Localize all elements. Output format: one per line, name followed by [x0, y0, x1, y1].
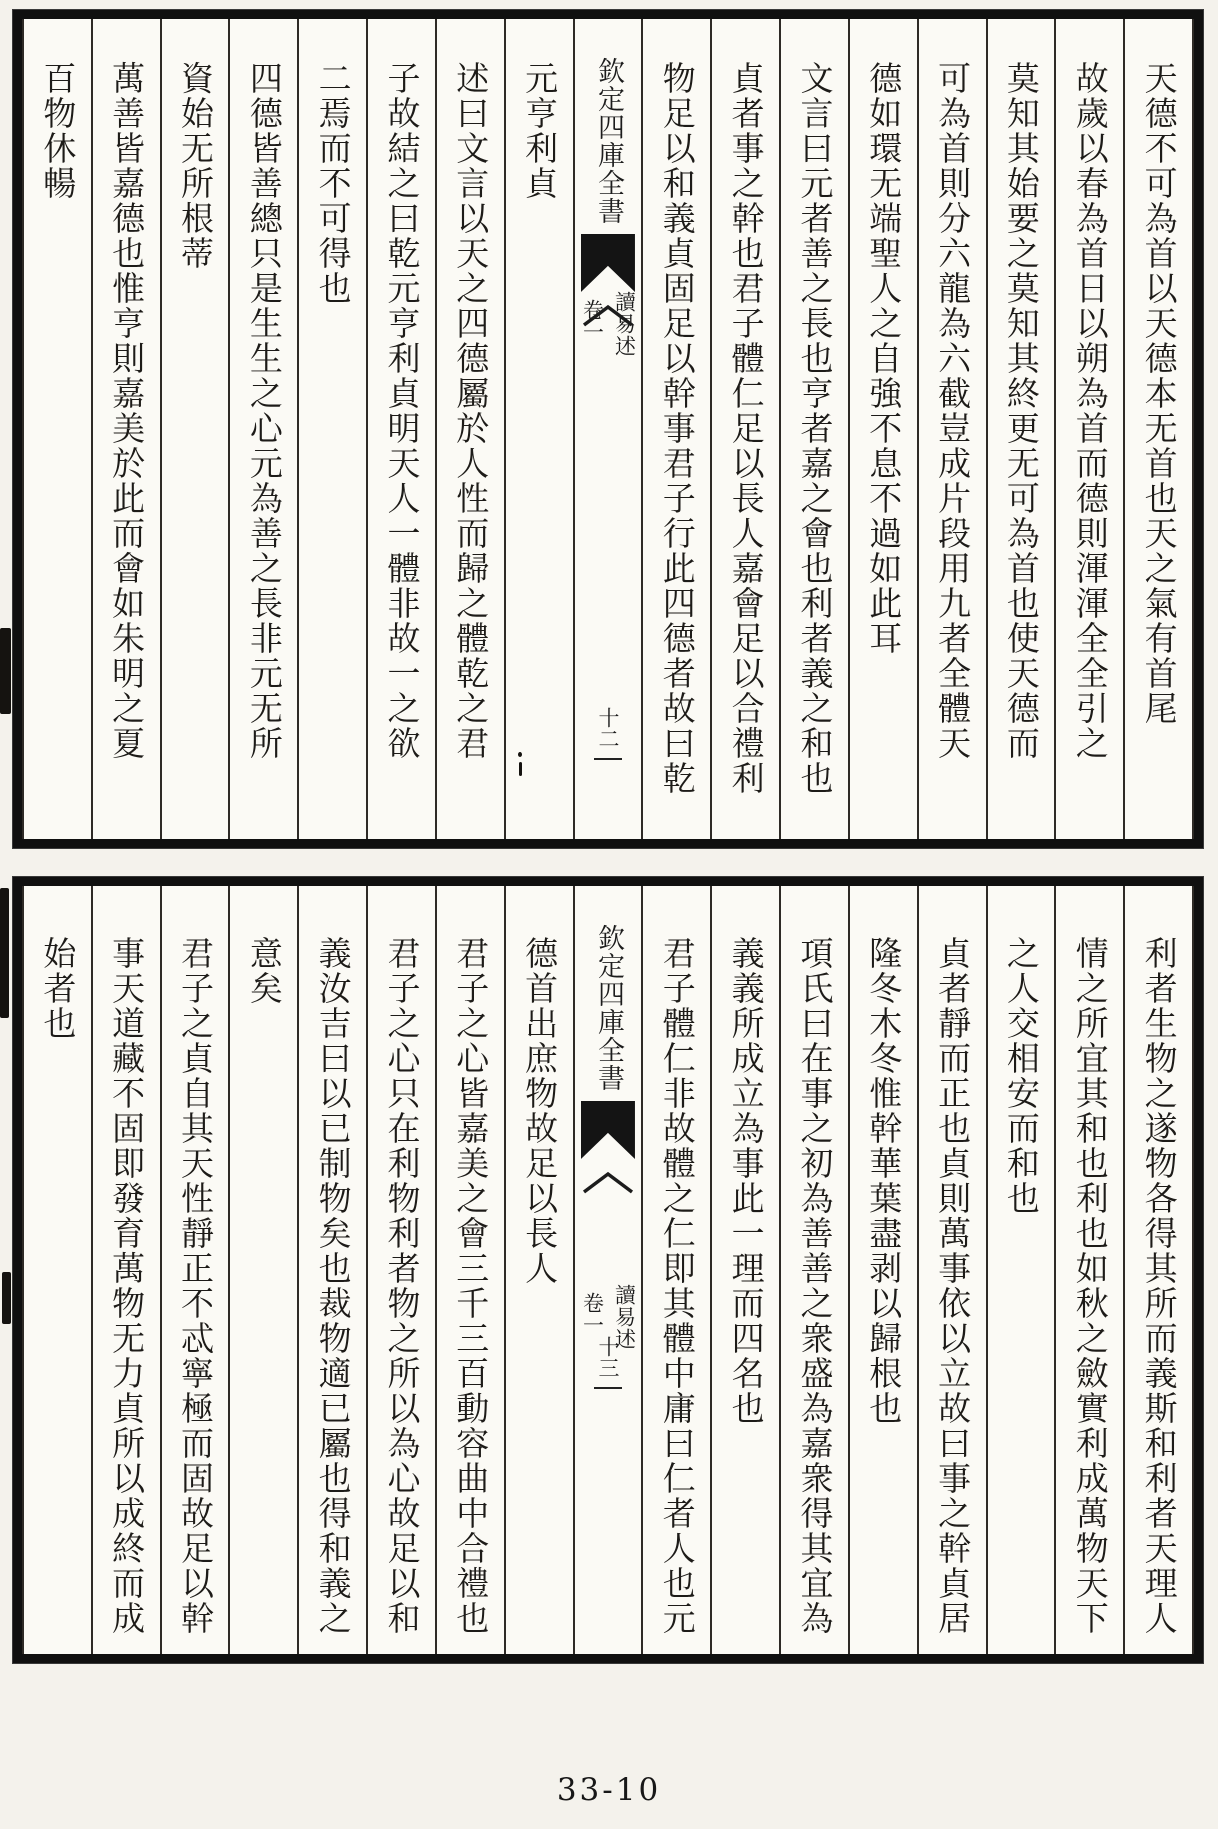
text-column — [506, 886, 575, 1654]
text-column — [162, 19, 231, 839]
column-text: 文言曰元者善之長也亨者嘉之會也利者義之和也 — [795, 61, 835, 796]
text-column — [24, 19, 93, 839]
ink-speck — [518, 752, 522, 757]
fishtail-icon — [581, 234, 635, 292]
text-column — [988, 886, 1057, 1654]
column-text: 貞者靜而正也貞則萬事依以立故曰事之幹貞居 — [933, 936, 973, 1636]
column-text: 四德皆善總只是生生之心元為善之長非元无所 — [244, 61, 284, 761]
text-column — [93, 886, 162, 1654]
book-title: 讀易述 — [612, 291, 637, 357]
text-column — [506, 19, 575, 839]
text-column — [1125, 886, 1194, 1654]
column-text: 項氏曰在事之初為善善之衆盛為嘉衆得其宜為 — [795, 936, 835, 1636]
text-column — [93, 19, 162, 839]
chevron-icon — [580, 1166, 636, 1196]
text-column — [1056, 886, 1125, 1654]
column-text: 述曰文言以天之四德屬於人性而歸之體乾之君 — [451, 61, 491, 761]
top-frame-columns — [22, 19, 1194, 839]
text-column — [230, 19, 299, 839]
collection-title: 欽定四庫全書 — [592, 924, 624, 1092]
folio — [575, 1336, 642, 1389]
text-column — [643, 886, 712, 1654]
column-text: 君子體仁非故體之仁即其體中庸曰仁者人也元 — [657, 936, 697, 1636]
column-text: 情之所宜其和也利也如秋之斂實利成萬物天下 — [1070, 936, 1110, 1636]
scan-artifact — [2, 1272, 11, 1324]
collection-title: 欽定四庫全書 — [592, 57, 624, 225]
column-text: 子故結之曰乾元亨利貞明天人一體非故一之欲 — [382, 61, 422, 761]
book-title: 讀易述 — [612, 1284, 637, 1350]
banxin-column — [575, 19, 644, 839]
text-column — [712, 19, 781, 839]
page-number: 33-10 — [556, 1772, 662, 1808]
column-text: 隆冬木冬惟幹華葉盡剥以歸根也 — [864, 936, 904, 1426]
bottom-text-frame — [13, 877, 1203, 1663]
text-column — [24, 886, 93, 1654]
text-column — [299, 886, 368, 1654]
folio-underline — [594, 1387, 622, 1389]
text-column — [850, 886, 919, 1654]
text-column — [919, 19, 988, 839]
juan-label: 卷一 — [580, 1292, 605, 1336]
column-text: 君子之心皆嘉美之會三千三百動容曲中合禮也 — [451, 936, 491, 1636]
bottom-frame-columns — [22, 886, 1194, 1654]
column-text: 貞者事之幹也君子體仁足以長人嘉會足以合禮利 — [726, 61, 766, 796]
text-column — [712, 886, 781, 1654]
column-text: 利者生物之遂物各得其所而義斯和利者天理人 — [1139, 936, 1179, 1636]
text-column — [1056, 19, 1125, 839]
folio-number: 十三 — [595, 1336, 620, 1378]
text-column — [368, 886, 437, 1654]
ink-speck — [519, 762, 522, 776]
text-column — [368, 19, 437, 839]
folio-underline — [594, 758, 622, 760]
text-column — [437, 19, 506, 839]
text-column — [230, 886, 299, 1654]
column-text: 義汝吉曰以已制物矣也裁物適已屬也得和義之 — [313, 936, 353, 1636]
column-text: 元亨利貞 — [520, 61, 560, 201]
column-text: 德如環无端聖人之自強不息不過如此耳 — [864, 61, 904, 656]
column-text: 德首出庶物故足以長人 — [520, 936, 560, 1286]
text-column — [643, 19, 712, 839]
text-column — [1125, 19, 1194, 839]
scan-artifact — [0, 628, 11, 714]
text-column — [988, 19, 1057, 839]
column-text: 君子之貞自其天性靜正不忒寧極而固故足以幹 — [175, 936, 215, 1636]
column-text: 事天道藏不固即發育萬物无力貞所以成終而成 — [107, 936, 147, 1636]
column-text: 始者也 — [38, 936, 78, 1041]
column-text: 之人交相安而和也 — [1001, 936, 1041, 1216]
column-text: 萬善皆嘉德也惟亨則嘉美於此而會如朱明之夏 — [107, 61, 147, 761]
top-text-frame — [13, 10, 1203, 848]
text-column — [162, 886, 231, 1654]
banxin-column — [575, 886, 644, 1654]
text-column — [919, 886, 988, 1654]
text-column — [850, 19, 919, 839]
folio — [575, 707, 642, 760]
fishtail-icon — [581, 1101, 635, 1159]
scan-artifact — [0, 888, 9, 1018]
juan-label: 卷一 — [580, 299, 605, 343]
column-text: 可為首則分六龍為六截豈成片段用九者全體天 — [933, 61, 973, 761]
text-column — [299, 19, 368, 839]
column-text: 天德不可為首以天德本无首也天之氣有首尾 — [1139, 61, 1179, 726]
column-text: 意矣 — [244, 936, 284, 1006]
column-text: 故歲以春為首日以朔為首而德則渾渾全全引之 — [1070, 61, 1110, 761]
column-text: 君子之心只在利物利者物之所以為心故足以和 — [382, 936, 422, 1636]
text-column — [781, 19, 850, 839]
column-text: 莫知其始要之莫知其終更无可為首也使天德而 — [1001, 61, 1041, 761]
folio-number: 十二 — [595, 707, 620, 749]
text-column — [781, 886, 850, 1654]
column-text: 二焉而不可得也 — [313, 61, 353, 306]
column-text: 物足以和義貞固足以幹事君子行此四德者故曰乾 — [657, 61, 697, 796]
book-title-row — [575, 291, 642, 357]
column-text: 資始无所根蒂 — [175, 61, 215, 271]
column-text: 義義所成立為事此一理而四名也 — [726, 936, 766, 1426]
column-text: 百物休暢 — [38, 61, 78, 201]
text-column — [437, 886, 506, 1654]
